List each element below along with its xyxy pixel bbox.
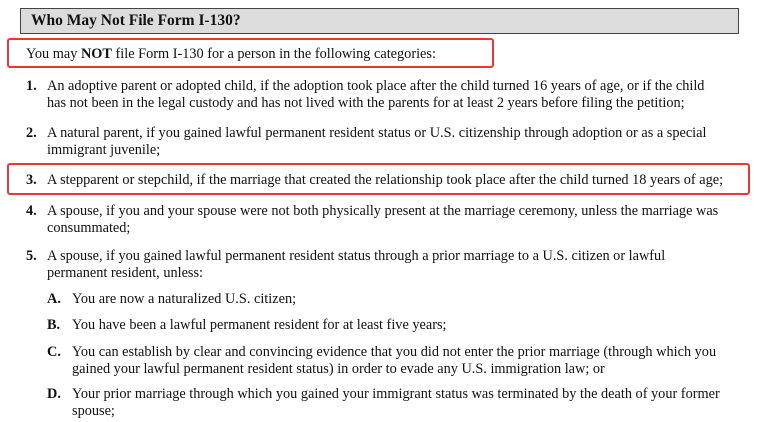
highlight-item-3 — [7, 163, 750, 195]
item-5-line-2: permanent resident, unless: — [47, 265, 204, 281]
subitem-b-line-1: You have been a lawful permanent resident for at least five years; — [72, 317, 447, 333]
item-1-line-1: An adoptive parent or adopted child, if the adoption took place after the child turned 16 years of age, or if the child — [47, 78, 705, 94]
subitem-a-line-1: You are now a naturalized U.S. citizen; — [72, 291, 297, 307]
subitem-b-letter: B. — [47, 317, 61, 333]
item-4-line-1: A spouse, if you and your spouse were not both physically present at the marriage ceremony, unless the marriage was — [47, 203, 719, 219]
subitem-c-letter: C. — [47, 344, 61, 360]
item-5-line-1: A spouse, if you gained lawful permanent resident status through a prior marriage to a U.S. citizen or lawful — [47, 248, 666, 264]
item-5-number: 5. — [26, 248, 37, 264]
subitem-c-line-2: gained your lawful permanent resident status) in order to evade any U.S. immigration law; or — [72, 361, 605, 377]
highlight-intro — [7, 38, 494, 68]
subitem-a-letter: A. — [47, 291, 61, 307]
item-1-line-2: has not been in the legal custody and has not lived with the parents for at least 2 years before filing the petition; — [47, 95, 685, 111]
section-heading — [20, 8, 739, 34]
item-3-line-1: A stepparent or stepchild, if the marriage that created the relationship took place after the child turned 18 years of age; — [47, 172, 724, 188]
item-4-line-2: consummated; — [47, 220, 131, 236]
intro-before: You may — [26, 46, 81, 62]
item-2-line-2: immigrant juvenile; — [47, 142, 161, 158]
item-4-number: 4. — [26, 203, 37, 219]
intro-emphasis: NOT — [80, 46, 112, 62]
item-1-number: 1. — [26, 78, 37, 94]
subitem-c-line-1: You can establish by clear and convincing evidence that you did not enter the prior marriage (through which you — [72, 344, 717, 360]
subitem-d-line-1: Your prior marriage through which you gained your immigrant status was terminated by the death of your former — [72, 386, 720, 402]
item-2-number: 2. — [26, 125, 37, 141]
item-2-line-1: A natural parent, if you gained lawful permanent resident status or U.S. citizenship through adoption or as a special — [47, 125, 707, 141]
section-heading-text: Who May Not File Form I-130? — [31, 12, 241, 29]
item-3-number: 3. — [26, 172, 37, 188]
subitem-d-line-2: spouse; — [72, 403, 115, 419]
subitem-d-letter: D. — [47, 386, 61, 402]
intro-after: file Form I-130 for a person in the following categories: — [111, 46, 436, 62]
